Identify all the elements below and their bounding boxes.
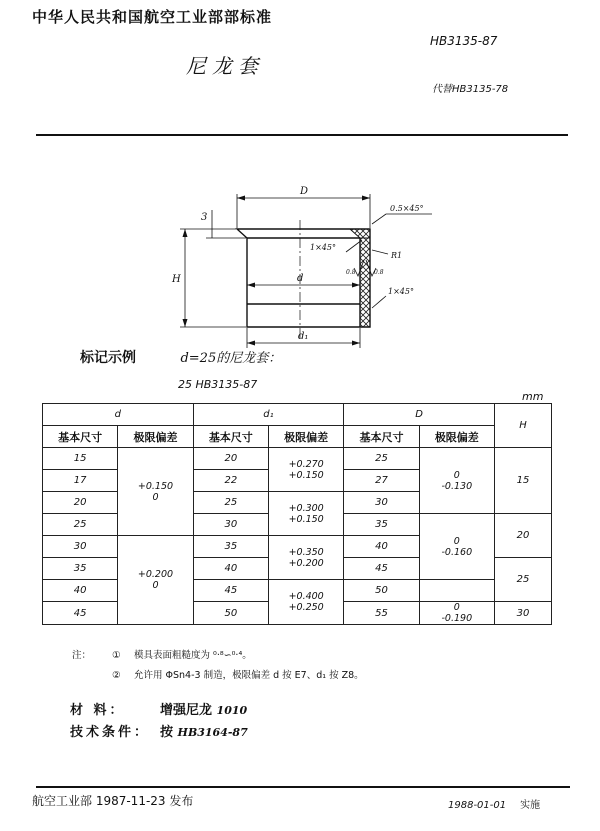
subheader: 极限偏差 [118, 426, 193, 448]
marking-label: 标记示例 [80, 350, 136, 366]
dim-d-label: d [297, 273, 304, 284]
D-tolerance: 0 -0.160 [419, 514, 494, 580]
d-tolerance: +0.200 0 [118, 536, 193, 625]
standard-organization: 中华人民共和国航空工业部部标准 [32, 8, 273, 26]
note-item: 允许用 ΦSn4-3 制造，极限偏差 d 按 E7、d₁ 按 Z8。 [134, 670, 364, 681]
material-label: 材 料： [70, 703, 126, 718]
d1-tolerance: +0.270 +0.150 [268, 448, 343, 492]
D-basic: 27 [344, 470, 419, 492]
issue-info: 航空工业部 1987-11-23 发布 [32, 794, 194, 808]
d1-basic: 45 [193, 580, 268, 602]
notes: 注： ① 模具表面粗糙度为 ⁰·⁸∽⁰·⁴。 ② 允许用 ΦSn4-3 制造，极限偏差 d 按 E7、d₁ 按 Z8。 [72, 646, 364, 686]
footer-rule [36, 786, 570, 788]
D-tolerance: 0 -0.130 [419, 448, 494, 514]
dim-H-label: H [172, 274, 181, 285]
D-basic: 40 [344, 536, 419, 558]
d1-basic: 20 [193, 448, 268, 470]
subheader: 极限偏差 [268, 426, 343, 448]
d-basic: 45 [43, 602, 118, 625]
col-group-d1: d₁ [193, 404, 344, 426]
material-code: 1010 [216, 704, 248, 717]
subheader: 基本尺寸 [193, 426, 268, 448]
dim-D-label: D [300, 186, 309, 197]
H-value: 25 [495, 558, 552, 602]
d1-basic: 35 [193, 536, 268, 558]
d1-basic: 30 [193, 514, 268, 536]
d1-basic: 25 [193, 492, 268, 514]
dim-d1-label: d₁ [298, 331, 309, 342]
subheader: 基本尺寸 [43, 426, 118, 448]
D-basic: 45 [344, 558, 419, 580]
D-basic: 25 [344, 448, 419, 470]
tech-label: 技术条件： [70, 725, 151, 740]
table-row [43, 448, 552, 470]
header-rule [36, 134, 568, 136]
roughness-left-label: 0.8 [346, 269, 356, 276]
chamfer-top-label: 0.5×45° [390, 204, 424, 213]
d-basic: 17 [43, 470, 118, 492]
d-tolerance: +0.150 0 [118, 448, 193, 536]
marking-code: 25 HB3135-87 [178, 378, 258, 391]
D-basic: 55 [344, 602, 419, 625]
material-section: 材 料： 增强尼龙 1010 技术条件： 按 HB3164-87 [70, 700, 248, 744]
chamfer-inner-label: 1×45° [310, 243, 336, 252]
d1-basic: 22 [193, 470, 268, 492]
d-basic: 35 [43, 558, 118, 580]
d-basic: 40 [43, 580, 118, 602]
D-basic: 30 [344, 492, 419, 514]
replaces-note: 代替HB3135-78 [432, 84, 509, 95]
tech-code: HB3164-87 [177, 726, 248, 739]
marking-example [80, 347, 281, 367]
H-value: 15 [495, 448, 552, 514]
radius-label: R1 [391, 251, 403, 260]
d1-basic: 40 [193, 558, 268, 580]
d-basic: 15 [43, 448, 118, 470]
subheader: 基本尺寸 [344, 426, 419, 448]
D-basic: 35 [344, 514, 419, 536]
H-value: 20 [495, 514, 552, 558]
bushing-drawing [150, 180, 440, 350]
d-basic: 25 [43, 514, 118, 536]
D-basic: 50 [344, 580, 419, 602]
d1-tolerance: +0.300 +0.150 [268, 492, 343, 536]
d-basic: 20 [43, 492, 118, 514]
document-title: 尼龙套 [186, 54, 264, 78]
H-value: 30 [495, 602, 552, 625]
dim-3-label: 3 [201, 212, 208, 223]
d1-tolerance: +0.400 +0.250 [268, 580, 343, 625]
d-basic: 30 [43, 536, 118, 558]
chamfer-bottom-label: 1×45° [388, 287, 414, 296]
D-tolerance: 0 -0.190 [419, 602, 494, 625]
d1-tolerance: +0.350 +0.200 [268, 536, 343, 580]
effective-info: 1988-01-01 实施 [448, 800, 541, 811]
notes-label: 注： [72, 650, 92, 661]
standard-code: HB3135-87 [430, 34, 498, 48]
note-item: 模具表面粗糙度为 ⁰·⁸∽⁰·⁴。 [134, 650, 252, 661]
col-group-d: d [43, 404, 194, 426]
unit-label: mm [522, 390, 544, 403]
roughness-right-label: 0.8 [374, 269, 384, 276]
d1-basic: 50 [193, 602, 268, 625]
marking-text: d=25的尼龙套： [180, 351, 282, 366]
subheader: 极限偏差 [419, 426, 494, 448]
dimension-table [42, 403, 552, 625]
col-group-D: D [344, 404, 495, 426]
col-group-H: H [495, 404, 552, 448]
